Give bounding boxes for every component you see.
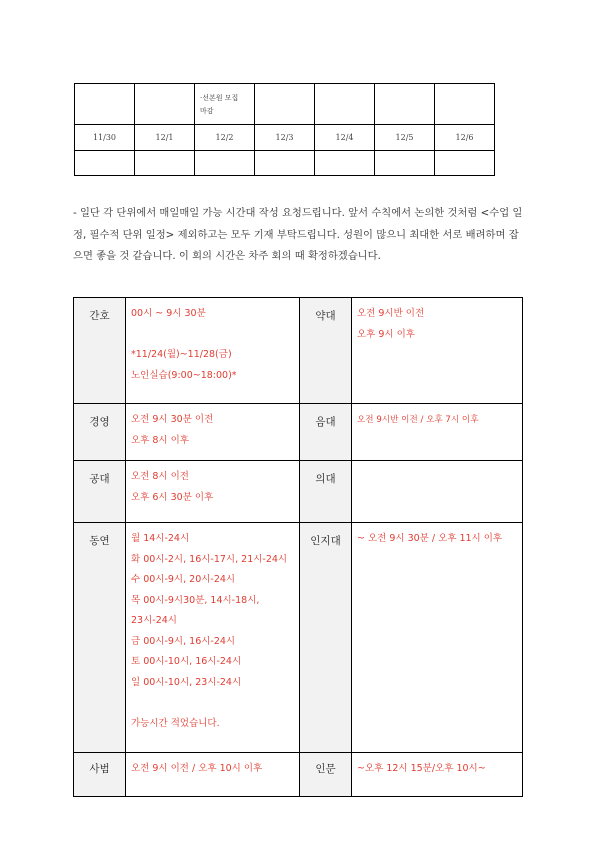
date-cell: 11/30 <box>75 125 135 151</box>
availability-line: 00시 ~ 9시 30분 <box>131 308 206 319</box>
availability-line: 오전 9시 30분 이전 <box>131 414 214 425</box>
unit-availability <box>126 298 300 404</box>
table-row <box>74 404 523 461</box>
calendar-cell <box>315 151 375 176</box>
availability-line: 23시-24시 <box>131 615 177 626</box>
availability-line: 월 14시-24시 <box>131 533 190 544</box>
calendar-cell <box>195 151 255 176</box>
note-line: ·선본원 모집 <box>200 94 239 102</box>
calendar-cell <box>435 84 495 125</box>
unit-availability <box>352 298 523 404</box>
table-row <box>74 753 523 797</box>
date-cell: 12/4 <box>315 125 375 151</box>
note-line: 마감 <box>200 107 214 115</box>
date-cell: 12/3 <box>255 125 315 151</box>
availability-line: 가능시간 적었습니다. <box>131 717 220 729</box>
calendar-cell <box>135 84 195 125</box>
calendar-cell-note <box>195 84 255 125</box>
table-row <box>74 461 523 523</box>
availability-line: 금 00시-9시, 16시-24시 <box>131 635 236 647</box>
unit-label: 공대 <box>74 461 126 523</box>
calendar-cell <box>255 84 315 125</box>
calendar-cell <box>75 84 135 125</box>
unit-availability <box>352 753 523 797</box>
calendar-table <box>74 83 495 176</box>
unit-label: 경영 <box>74 404 126 461</box>
calendar-cell <box>375 84 435 125</box>
availability-table <box>73 297 523 797</box>
availability-line: 오전 8시 이전 <box>131 471 189 482</box>
availability-line: 일 00시-10시, 23시-24시 <box>131 676 242 688</box>
instruction-paragraph: - 일단 각 단위에서 매일매일 가능 시간대 작성 요청드립니다. 앞서 수칙에서 논의한 것처럼 <수업 일정, 필수적 단위 일정> 제외하고는 모두 기재 부탁드립니다. 성원이 많으니 최대한 서로 배려하며 잡으면 좋을 것 같습니다. 이 회의 시간은 차주 회의 때 확정하겠습니다. <box>73 207 523 262</box>
calendar-cell <box>255 151 315 176</box>
calendar-empty-row <box>75 151 495 176</box>
unit-label: 사범 <box>74 753 126 797</box>
date-cell: 12/1 <box>135 125 195 151</box>
unit-availability <box>126 461 300 523</box>
date-cell: 12/2 <box>195 125 255 151</box>
availability-line: 목 00시-9시30분, 14시-18시, <box>131 594 260 606</box>
date-cell: 12/6 <box>435 125 495 151</box>
availability-line: 노인실습(9:00~18:00)* <box>131 369 237 381</box>
calendar-notes-row <box>75 84 495 125</box>
availability-line: *11/24(월)~11/28(금) <box>131 349 232 360</box>
availability-line: ~ 오전 9시 30분 / 오후 11시 이후 <box>357 533 503 544</box>
unit-label: 음대 <box>300 404 352 461</box>
availability-line: 토 00시-10시, 16시-24시 <box>131 656 242 667</box>
availability-line: 화 00시-2시, 16시-17시, 21시-24시 <box>131 553 288 565</box>
availability-line: ~오후 12시 15분/오후 10시~ <box>357 763 486 774</box>
calendar-cell <box>315 84 375 125</box>
availability-line: 오전 9시 이전 / 오후 10시 이후 <box>131 763 263 774</box>
unit-label: 동연 <box>74 523 126 753</box>
unit-label: 의대 <box>300 461 352 523</box>
table-row <box>74 298 523 404</box>
calendar-dates-row <box>75 125 495 151</box>
availability-line: 오전 9시반 이전 / 오후 7시 이후 <box>357 415 479 425</box>
unit-availability <box>126 753 300 797</box>
unit-availability <box>126 404 300 461</box>
unit-availability <box>352 523 523 753</box>
unit-label: 인문 <box>300 753 352 797</box>
unit-availability <box>352 404 523 461</box>
table-row <box>74 523 523 753</box>
unit-availability <box>352 461 523 523</box>
availability-line: 오후 8시 이후 <box>131 434 189 446</box>
unit-label: 간호 <box>74 298 126 404</box>
note-text <box>195 84 254 118</box>
calendar-cell <box>435 151 495 176</box>
availability-line <box>131 693 295 714</box>
calendar-cell <box>135 151 195 176</box>
unit-label: 인지대 <box>300 523 352 753</box>
unit-label: 약대 <box>300 298 352 404</box>
calendar-cell <box>75 151 135 176</box>
calendar-cell <box>375 151 435 176</box>
availability-line <box>131 325 295 346</box>
availability-line: 수 00시-9시, 20시-24시 <box>131 574 236 585</box>
availability-line: 오전 9시반 이전 <box>357 308 425 319</box>
availability-line: 오후 9시 이후 <box>357 328 415 340</box>
availability-line: 오후 6시 30분 이후 <box>131 491 214 503</box>
unit-availability <box>126 523 300 753</box>
date-cell: 12/5 <box>375 125 435 151</box>
